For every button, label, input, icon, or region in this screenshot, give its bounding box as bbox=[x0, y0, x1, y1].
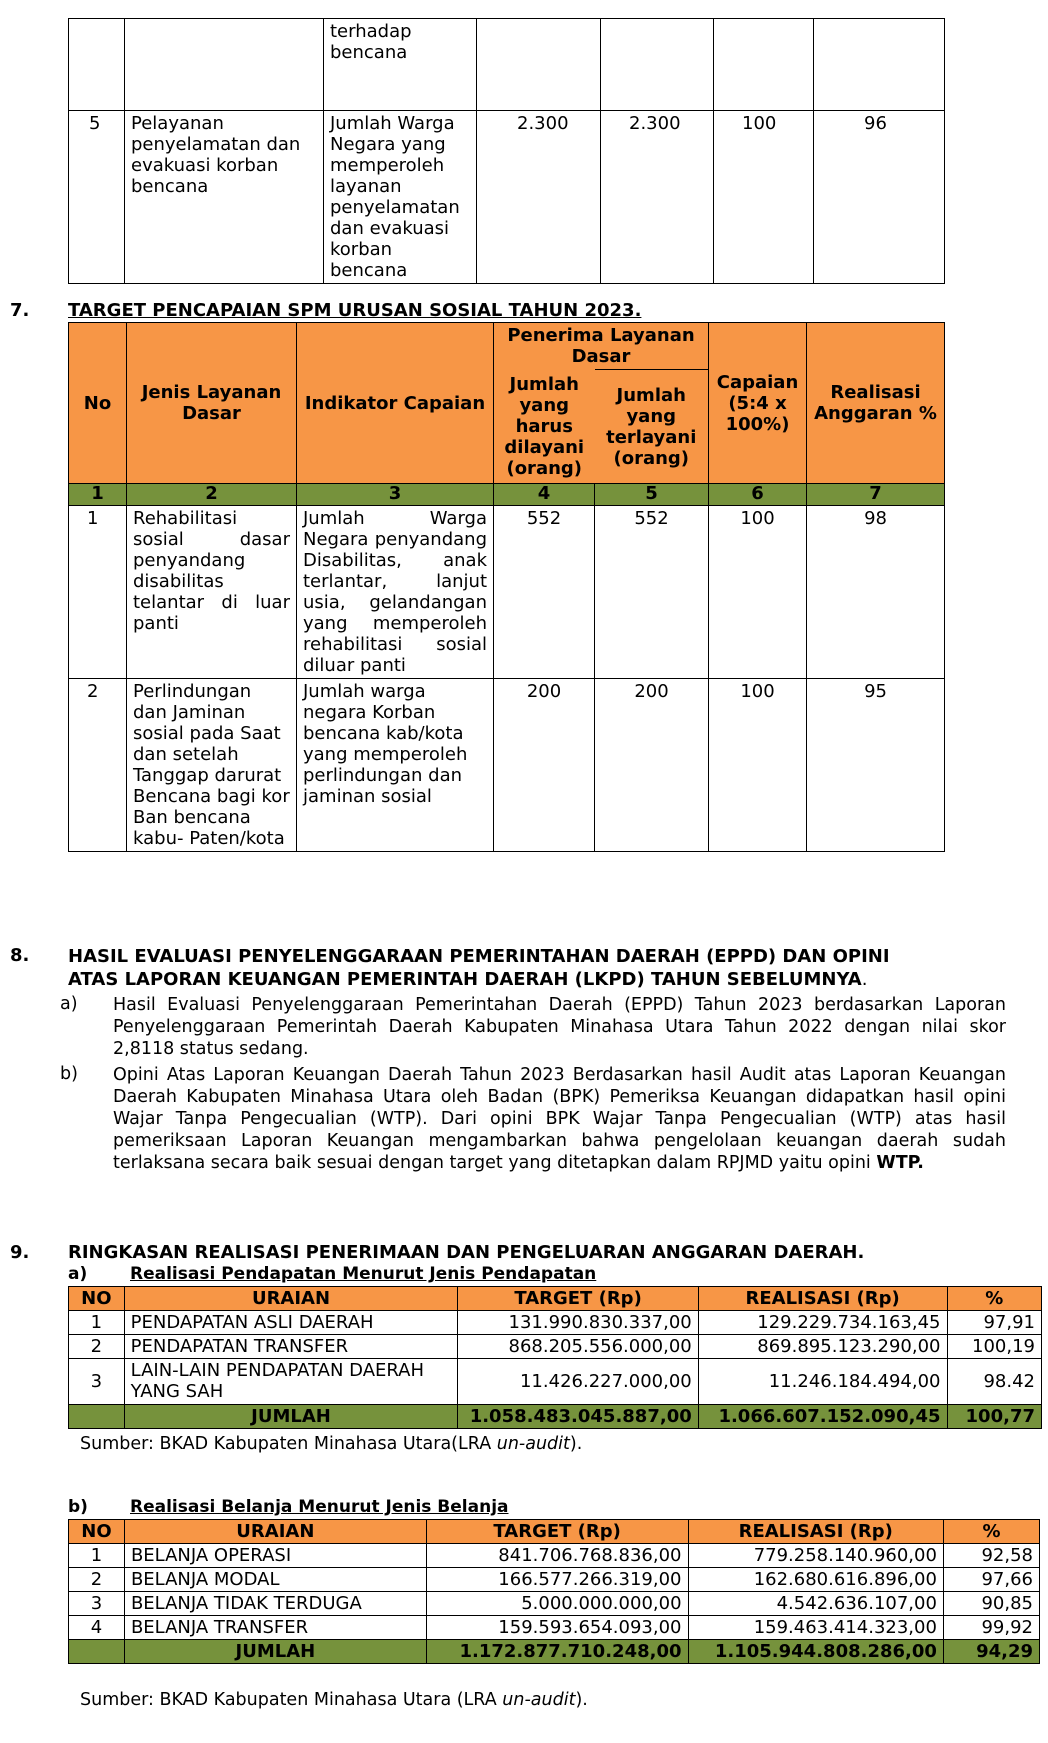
no-cell: 1 bbox=[69, 1544, 125, 1568]
uraian-cell: BELANJA TRANSFER bbox=[124, 1616, 426, 1640]
header-uraian: URAIAN bbox=[124, 1520, 426, 1544]
header-served: Jumlah yang terlayani (orang) bbox=[595, 370, 709, 484]
percent-cell: 90,85 bbox=[943, 1592, 1039, 1616]
col-number: 1 bbox=[69, 484, 127, 506]
total-row bbox=[69, 1640, 1040, 1664]
indicator-cell: Jumlah Warga Negara penyandang Disabilitas, anak terlantar, lanjut usia, gelandangan yang memperoleh rehabilitasi sosial diluar panti bbox=[297, 506, 494, 679]
header-target: Jumlah yang harus dilayani (orang) bbox=[494, 370, 595, 484]
header-target: TARGET (Rp) bbox=[458, 1287, 698, 1311]
source-text: Sumber: BKAD Kabupaten Minahasa Utara (LRA bbox=[80, 1690, 503, 1710]
header-row bbox=[69, 1520, 1040, 1544]
served-cell: 200 bbox=[595, 679, 709, 852]
target-cell: 841.706.768.836,00 bbox=[426, 1544, 688, 1568]
no-cell: 5 bbox=[69, 111, 125, 284]
section-8-title-end: . bbox=[861, 969, 868, 990]
percent-cell: 97,66 bbox=[943, 1568, 1039, 1592]
no-cell: 3 bbox=[69, 1592, 125, 1616]
no-cell: 2 bbox=[69, 1568, 125, 1592]
income-title: Realisasi Pendapatan Menurut Jenis Pendapatan bbox=[130, 1264, 597, 1284]
source-text: Sumber: BKAD Kabupaten Minahasa Utara(LRA bbox=[80, 1434, 497, 1454]
header-no: NO bbox=[69, 1520, 125, 1544]
col-number: 2 bbox=[127, 484, 297, 506]
percent-cell: 92,58 bbox=[943, 1544, 1039, 1568]
service-cell: Rehabilitasi sosial dasar penyandang disabilitas telantar di luar panti bbox=[127, 506, 297, 679]
total-row bbox=[69, 1405, 1042, 1429]
section-8-title-line2: ATAS LAPORAN KEUANGAN PEMERINTAH DAERAH (LKPD) TAHUN SEBELUMNYA bbox=[68, 969, 862, 990]
table-row bbox=[69, 1568, 1040, 1592]
achievement-cell: 100 bbox=[709, 679, 807, 852]
indicator-cell: terhadap bencana bbox=[324, 19, 477, 111]
service-cell: Perlindungan dan Jaminan sosial pada Saat dan setelah Tanggap darurat Bencana bagi kor Ban bencana kabu- Paten/kota bbox=[127, 679, 297, 852]
target-cell: 131.990.830.337,00 bbox=[458, 1311, 698, 1335]
header-row bbox=[69, 1287, 1042, 1311]
no-cell: 3 bbox=[69, 1359, 125, 1405]
percent-cell: 98.42 bbox=[947, 1359, 1042, 1405]
service-cell: Pelayanan penyelamatan dan evakuasi korban bencana bbox=[125, 111, 324, 284]
header-target: TARGET (Rp) bbox=[426, 1520, 688, 1544]
uraian-cell: BELANJA MODAL bbox=[124, 1568, 426, 1592]
table-row bbox=[69, 1359, 1042, 1405]
section-7-number: 7. bbox=[10, 300, 30, 321]
realisasi-cell: 162.680.616.896,00 bbox=[688, 1568, 943, 1592]
total-realisasi: 1.105.944.808.286,00 bbox=[688, 1640, 943, 1664]
section-9-number: 9. bbox=[10, 1242, 30, 1263]
source-italic: un-audit bbox=[502, 1690, 576, 1710]
income-table bbox=[68, 1286, 1042, 1429]
col-number: 7 bbox=[807, 484, 945, 506]
budget-cell: 96 bbox=[814, 111, 945, 284]
item-label: a) bbox=[60, 994, 78, 1014]
header-percent: % bbox=[947, 1287, 1042, 1311]
realisasi-cell: 11.246.184.494,00 bbox=[698, 1359, 947, 1405]
no-cell: 1 bbox=[69, 1311, 125, 1335]
total-realisasi: 1.066.607.152.090,45 bbox=[698, 1405, 947, 1429]
no-cell: 2 bbox=[69, 1335, 125, 1359]
header-recipients: Penerima Layanan Dasar bbox=[494, 323, 709, 370]
table-row bbox=[69, 1544, 1040, 1568]
spending-source bbox=[80, 1690, 588, 1710]
total-label: JUMLAH bbox=[124, 1405, 458, 1429]
header-service: Jenis Layanan Dasar bbox=[127, 323, 297, 484]
served-cell: 552 bbox=[595, 506, 709, 679]
served-cell: 2.300 bbox=[601, 111, 714, 284]
header-indicator: Indikator Capaian bbox=[297, 323, 494, 484]
section-8-title-line1: HASIL EVALUASI PENYELENGGARAAN PEMERINTAHAN DAERAH (EPPD) DAN OPINI bbox=[68, 946, 890, 967]
table-row bbox=[69, 1311, 1042, 1335]
percent-cell: 99,92 bbox=[943, 1616, 1039, 1640]
realisasi-cell: 4.542.636.107,00 bbox=[688, 1592, 943, 1616]
percent-cell: 100,19 bbox=[947, 1335, 1042, 1359]
header-uraian: URAIAN bbox=[124, 1287, 458, 1311]
table-row bbox=[69, 1335, 1042, 1359]
header-realisasi: REALISASI (Rp) bbox=[698, 1287, 947, 1311]
table-row bbox=[69, 679, 945, 852]
total-target: 1.058.483.045.887,00 bbox=[458, 1405, 698, 1429]
achievement-cell: 100 bbox=[709, 506, 807, 679]
header-percent: % bbox=[943, 1520, 1039, 1544]
header-row bbox=[69, 323, 945, 370]
budget-cell: 95 bbox=[807, 679, 945, 852]
target-cell: 11.426.227.000,00 bbox=[458, 1359, 698, 1405]
realisasi-cell: 869.895.123.290,00 bbox=[698, 1335, 947, 1359]
table-row bbox=[69, 1592, 1040, 1616]
table-row bbox=[69, 19, 945, 111]
header-realisasi: REALISASI (Rp) bbox=[688, 1520, 943, 1544]
achievement-cell: 100 bbox=[714, 111, 814, 284]
opini-paragraph bbox=[113, 1064, 1006, 1174]
target-cell: 159.593.654.093,00 bbox=[426, 1616, 688, 1640]
header-budget: Realisasi Anggaran % bbox=[807, 323, 945, 484]
spending-table bbox=[68, 1519, 1040, 1664]
header-no: No bbox=[69, 323, 127, 484]
continued-spm-table bbox=[68, 18, 945, 284]
indicator-cell: Jumlah Warga Negara yang memperoleh layanan penyelamatan dan evakuasi korban bencana bbox=[324, 111, 477, 284]
target-cell: 166.577.266.319,00 bbox=[426, 1568, 688, 1592]
source-suffix: ). bbox=[569, 1434, 583, 1454]
item-label: b) bbox=[60, 1064, 78, 1084]
col-number: 4 bbox=[494, 484, 595, 506]
col-number: 5 bbox=[595, 484, 709, 506]
uraian-cell: BELANJA TIDAK TERDUGA bbox=[124, 1592, 426, 1616]
total-label: JUMLAH bbox=[124, 1640, 426, 1664]
source-suffix: ). bbox=[575, 1690, 588, 1710]
spending-label: b) bbox=[68, 1497, 88, 1517]
table-row bbox=[69, 506, 945, 679]
no-cell: 4 bbox=[69, 1616, 125, 1640]
no-cell: 1 bbox=[69, 506, 127, 679]
target-cell: 5.000.000.000,00 bbox=[426, 1592, 688, 1616]
source-italic: un-audit bbox=[496, 1434, 570, 1454]
target-cell: 2.300 bbox=[477, 111, 601, 284]
column-number-row bbox=[69, 484, 945, 506]
budget-cell: 98 bbox=[807, 506, 945, 679]
spm-sosial-table bbox=[68, 322, 945, 852]
table-row bbox=[69, 1616, 1040, 1640]
no-cell: 2 bbox=[69, 679, 127, 852]
target-cell: 868.205.556.000,00 bbox=[458, 1335, 698, 1359]
table-row bbox=[69, 111, 945, 284]
realisasi-cell: 159.463.414.323,00 bbox=[688, 1616, 943, 1640]
header-achievement: Capaian (5:4 x 100%) bbox=[709, 323, 807, 484]
realisasi-cell: 779.258.140.960,00 bbox=[688, 1544, 943, 1568]
target-cell: 552 bbox=[494, 506, 595, 679]
income-source bbox=[80, 1434, 582, 1454]
realisasi-cell: 129.229.734.163,45 bbox=[698, 1311, 947, 1335]
income-label: a) bbox=[68, 1264, 88, 1284]
uraian-cell: LAIN-LAIN PENDAPATAN DAERAH YANG SAH bbox=[124, 1359, 458, 1405]
uraian-cell: PENDAPATAN ASLI DAERAH bbox=[124, 1311, 458, 1335]
section-8-title bbox=[68, 945, 948, 991]
indicator-cell: Jumlah warga negara Korban bencana kab/kota yang memperoleh perlindungan dan jaminan sosial bbox=[297, 679, 494, 852]
opini-text: Opini Atas Laporan Keuangan Daerah Tahun 2023 Berdasarkan hasil Audit atas Laporan Keuangan Daerah Kabupaten Minahasa Utara oleh Badan (BPK) Pemeriksa Keuangan didapatkan hasil opini Wajar Tanpa Pengecualian (WTP). Dari opini BPK Wajar Tanpa Pengecualian (WTP) atas hasil pemeriksaan Laporan Keuangan mengambarkan bahwa pengelolaan keuangan daerah sudah terlaksana secara baik sesuai dengan target yang ditetapkan dalam RPJMD yaitu opini bbox=[113, 1065, 1006, 1173]
percent-cell: 97,91 bbox=[947, 1311, 1042, 1335]
spending-title: Realisasi Belanja Menurut Jenis Belanja bbox=[130, 1497, 509, 1517]
uraian-cell: PENDAPATAN TRANSFER bbox=[124, 1335, 458, 1359]
total-target: 1.172.877.710.248,00 bbox=[426, 1640, 688, 1664]
total-percent: 100,77 bbox=[947, 1405, 1042, 1429]
uraian-cell: BELANJA OPERASI bbox=[124, 1544, 426, 1568]
opini-bold-end: WTP. bbox=[876, 1153, 924, 1173]
eppd-paragraph: Hasil Evaluasi Penyelenggaraan Pemerintahan Daerah (EPPD) Tahun 2023 berdasarkan Laporan Penyelenggaraan Pemerintah Daerah Kabupaten Minahasa Utara Tahun 2022 dengan nilai skor 2,8118 status sedang. bbox=[113, 995, 1006, 1059]
header-no: NO bbox=[69, 1287, 125, 1311]
section-7-title: TARGET PENCAPAIAN SPM URUSAN SOSIAL TAHUN 2023. bbox=[68, 300, 642, 321]
target-cell: 200 bbox=[494, 679, 595, 852]
section-9-title: RINGKASAN REALISASI PENERIMAAN DAN PENGELUARAN ANGGARAN DAERAH. bbox=[68, 1242, 865, 1263]
section-8-number: 8. bbox=[10, 945, 30, 966]
total-percent: 94,29 bbox=[943, 1640, 1039, 1664]
col-number: 6 bbox=[709, 484, 807, 506]
col-number: 3 bbox=[297, 484, 494, 506]
